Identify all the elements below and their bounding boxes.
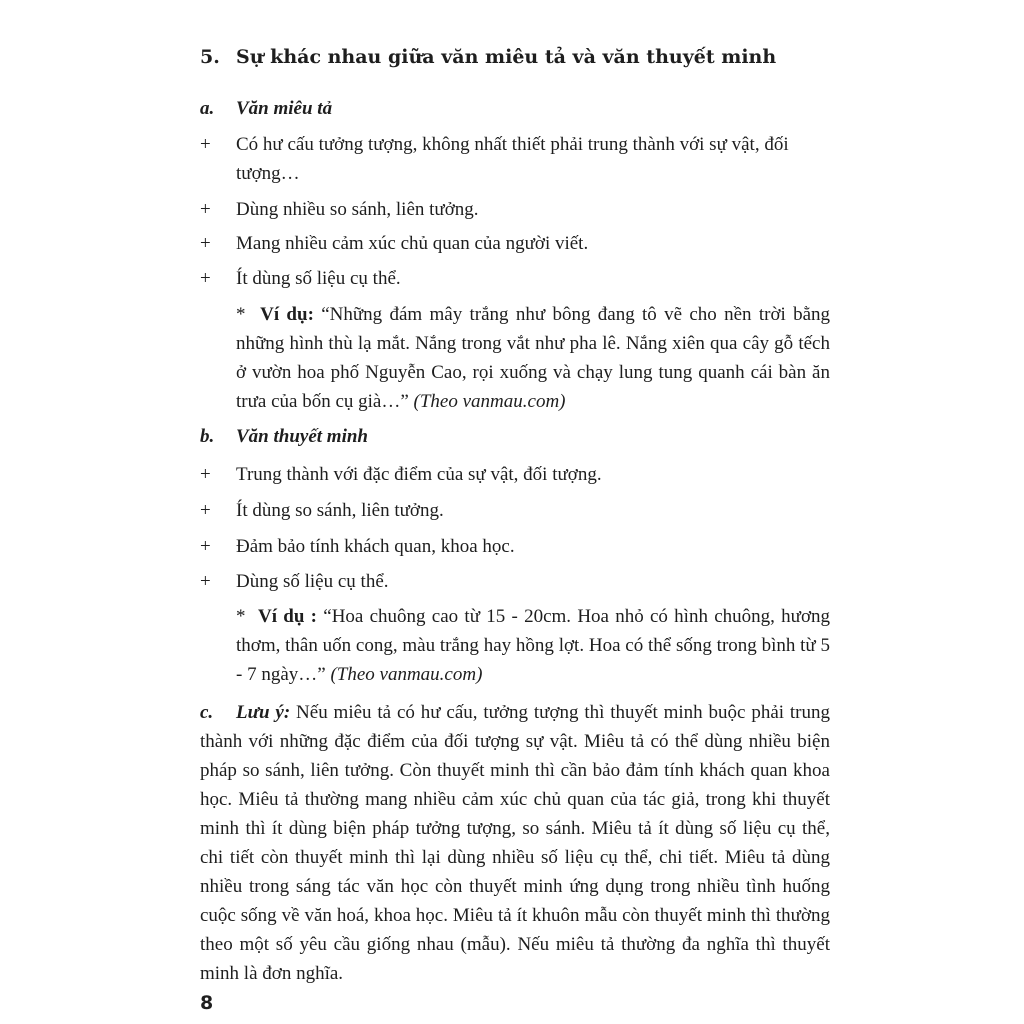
subheading-b [200,426,368,448]
list-item: + Ít dùng so sánh, liên tưởng. [200,496,840,525]
section-heading [200,46,776,68]
list-item: + Đảm bảo tính khách quan, khoa học. [200,532,840,561]
subheading-b-title: Văn thuyết minh [236,426,368,447]
plus-bullet: + [200,233,211,254]
plus-bullet: + [200,134,211,155]
plus-bullet: + [200,268,211,289]
list-item: + Ít dùng số liệu cụ thể. [200,264,840,293]
example-star: * [236,606,246,627]
list-item: + Có hư cấu tưởng tượng, không nhất thiết phải trung thành với sự vật, đối tượng… [200,130,840,188]
example-text: “Những đám mây trắng như bông đang tô vẽ cho nền trời bằng những hình thù lạ mắt. Nắng trong vắt như pha lê. Nắng xiên qua cây gỗ tếch ở vườn hoa phố Nguyễn Cao, rọi xuống và chạy lung tung quanh cái bàn ăn trưa của bốn cụ già…” [236,304,831,412]
note-label: Lưu ý: [236,702,291,723]
subheading-b-letter: b. [200,426,215,447]
plus-bullet: + [200,464,211,485]
list-item: + Mang nhiều cảm xúc chủ quan của người viết. [200,229,840,258]
list-item: + Trung thành với đặc điểm của sự vật, đối tượng. [200,460,840,489]
plus-bullet: + [200,536,211,557]
subheading-a [200,98,332,120]
example-star: * [236,304,246,325]
section-number: 5. [200,46,220,68]
plus-bullet: + [200,500,211,521]
example-label: Ví dụ : [258,606,317,627]
list-item: + Dùng số liệu cụ thể. [200,567,840,596]
subheading-a-title: Văn miêu tả [236,98,333,119]
example-a [236,300,830,416]
note-text: Nếu miêu tả có hư cấu, tưởng tượng thì thuyết minh buộc phải trung thành với những đặc điểm của đối tượng sự vật. Miêu tả có thể dùng nhiều biện pháp so sánh, liên tưởng. Còn thuyết minh thì cần bảo đảm tính khách quan khoa học. Miêu tả thường mang nhiều cảm xúc chủ quan của tác giả, trong khi thuyết minh thì ít dùng biện pháp tưởng tượng, so sánh. Miêu tả ít dùng số liệu cụ thể, chi tiết còn thuyết minh thì lại dùng nhiều số liệu cụ thể, chi tiết. Miêu tả dùng nhiều trong sáng tác văn học còn thuyết minh ứng dụng trong nhiều tình huống cuộc sống về văn hoá, khoa học. Miêu tả ít khuôn mẫu còn thuyết minh thì thường theo một số yêu cầu giống nhau (mẫu). Nếu miêu tả thường đa nghĩa thì thuyết minh là đơn nghĩa. [200,702,831,984]
plus-bullet: + [200,571,211,592]
example-source: (Theo vanmau.com) [413,391,566,412]
note-letter: c. [200,702,214,723]
note-paragraph [200,698,830,988]
example-label: Ví dụ: [260,304,314,325]
example-b [236,602,830,689]
plus-bullet: + [200,199,211,220]
page-number: 8 [200,992,214,1014]
example-text: “Hoa chuông cao từ 15 - 20cm. Hoa nhỏ có hình chuông, hương thơm, thân uốn cong, màu trắng hay hồng lợt. Hoa có thể sống trong bình từ 5 - 7 ngày…” [236,606,831,685]
subheading-a-letter: a. [200,98,215,119]
section-title: Sự khác nhau giữa văn miêu tả và văn thuyết minh [236,46,777,68]
example-source: (Theo vanmau.com) [330,664,483,685]
list-item: + Dùng nhiều so sánh, liên tưởng. [200,195,840,224]
